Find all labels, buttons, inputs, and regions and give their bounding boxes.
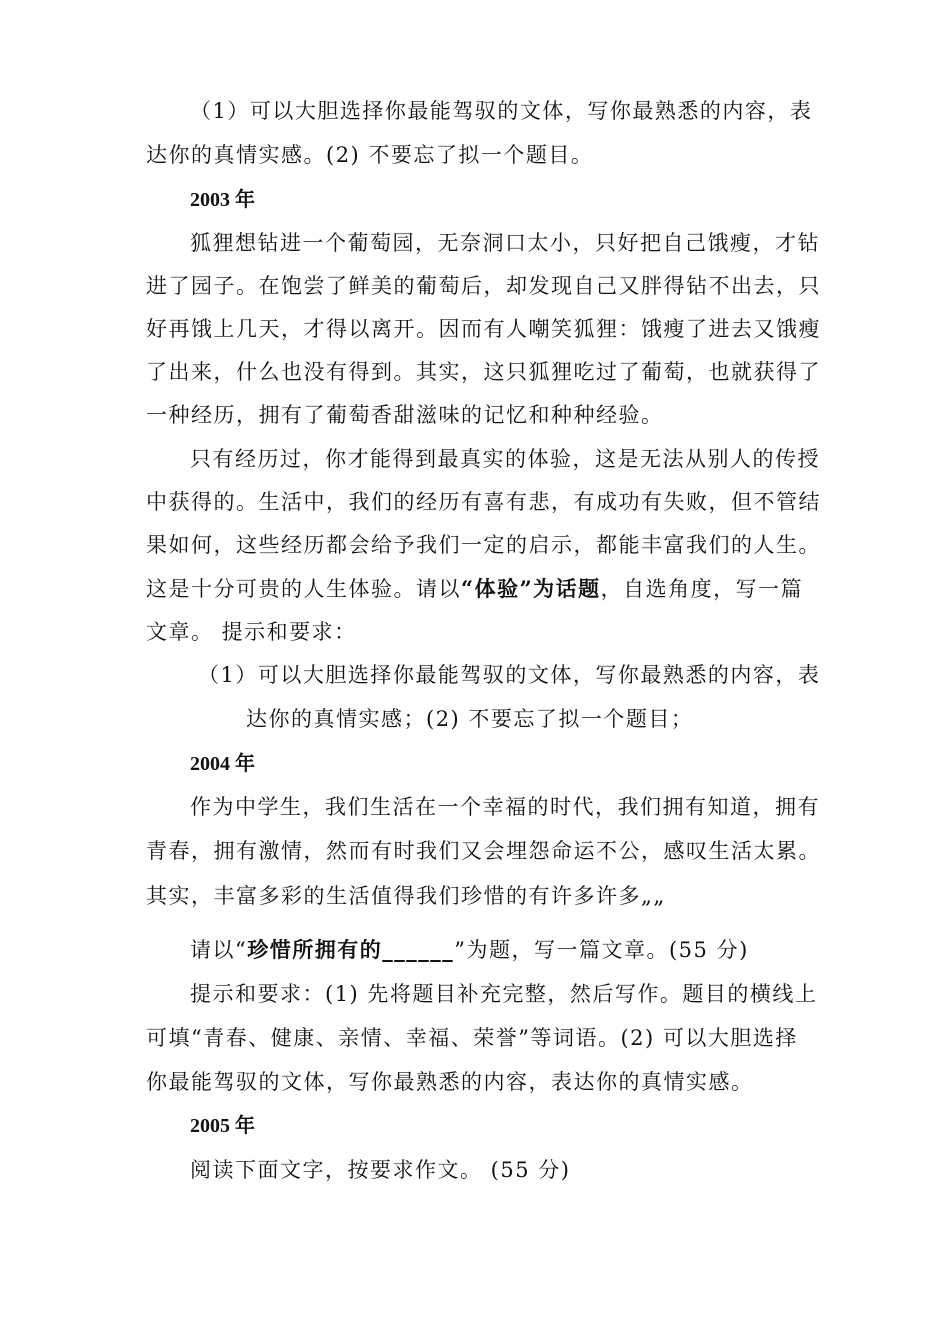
text-run: ”为题，写一篇文章。(55 分) xyxy=(454,938,749,962)
section-heading: 2004 年 xyxy=(190,753,255,775)
paragraph-line: 果如何，这些经历都会给予我们一定的启示，都能丰富我们的人生。 xyxy=(146,533,821,557)
paragraph-line: 文章。 提示和要求： xyxy=(146,620,357,644)
paragraph-line: 你最能驾驭的文体，写你最熟悉的内容，表达你的真情实感。 xyxy=(146,1070,754,1094)
text-run: 这是十分可贵的人生体验。请以 xyxy=(146,577,461,601)
topic-title: 珍惜所拥有的______ xyxy=(247,937,455,962)
paragraph-line xyxy=(146,575,803,603)
paragraph-line: 狐狸想钻进一个葡萄园，无奈洞口太小，只好把自己饿瘦，才钻 xyxy=(190,231,820,255)
paragraph-line: 只有经历过，你才能得到最真实的体验，这是无法从别人的传授 xyxy=(190,447,820,471)
requirement-line: 达你的真情实感；(2) 不要忘了拟一个题目； xyxy=(246,707,694,731)
paragraph-line: 青春，拥有激情，然而有时我们又会埋怨命运不公，感叹生活太累。 xyxy=(146,839,821,863)
text-run: 请以“ xyxy=(190,938,248,962)
paragraph-line: 达你的真情实感。(2) 不要忘了拟一个题目。 xyxy=(146,143,594,167)
paragraph-line: 进了园子。在饱尝了鲜美的葡萄后，却发现自己又胖得钻不出去，只 xyxy=(146,274,821,298)
paragraph-line: 作为中学生，我们生活在一个幸福的时代，我们拥有知道，拥有 xyxy=(190,795,820,819)
text-run: ，自选角度，写一篇 xyxy=(600,577,804,601)
topic-title: “体验”为话题 xyxy=(461,576,601,601)
paragraph-line: 阅读下面文字，按要求作文。 (55 分) xyxy=(190,1158,571,1182)
paragraph-line: 其实，丰富多彩的生活值得我们珍惜的有许多许多„„ xyxy=(146,884,666,908)
paragraph-line: （1）可以大胆选择你最能驾驭的文体，写你最熟悉的内容，表 xyxy=(190,99,813,123)
paragraph-line: 中获得的。生活中，我们的经历有喜有悲，有成功有失败，但不管结 xyxy=(146,490,821,514)
paragraph-line: 好再饿上几天，才得以离开。因而有人嘲笑狐狸：饿瘦了进去又饿瘦 xyxy=(146,317,821,341)
section-heading: 2005 年 xyxy=(190,1115,255,1137)
requirement-line: （1）可以大胆选择你最能驾驭的文体，写你最熟悉的内容，表 xyxy=(198,663,821,687)
paragraph-line: 一种经历，拥有了葡萄香甜滋味的记忆和种种经验。 xyxy=(146,403,664,427)
paragraph-line: 可填“青春、健康、亲情、幸福、荣誉”等词语。(2) 可以大胆选择 xyxy=(146,1026,798,1050)
paragraph-line: 提示和要求：(1) 先将题目补充完整，然后写作。题目的横线上 xyxy=(190,982,818,1006)
paragraph-line: 了出来，什么也没有得到。其实，这只狐狸吃过了葡萄，也就获得了 xyxy=(146,360,821,384)
section-heading: 2003 年 xyxy=(190,189,255,211)
paragraph-line xyxy=(190,936,749,964)
